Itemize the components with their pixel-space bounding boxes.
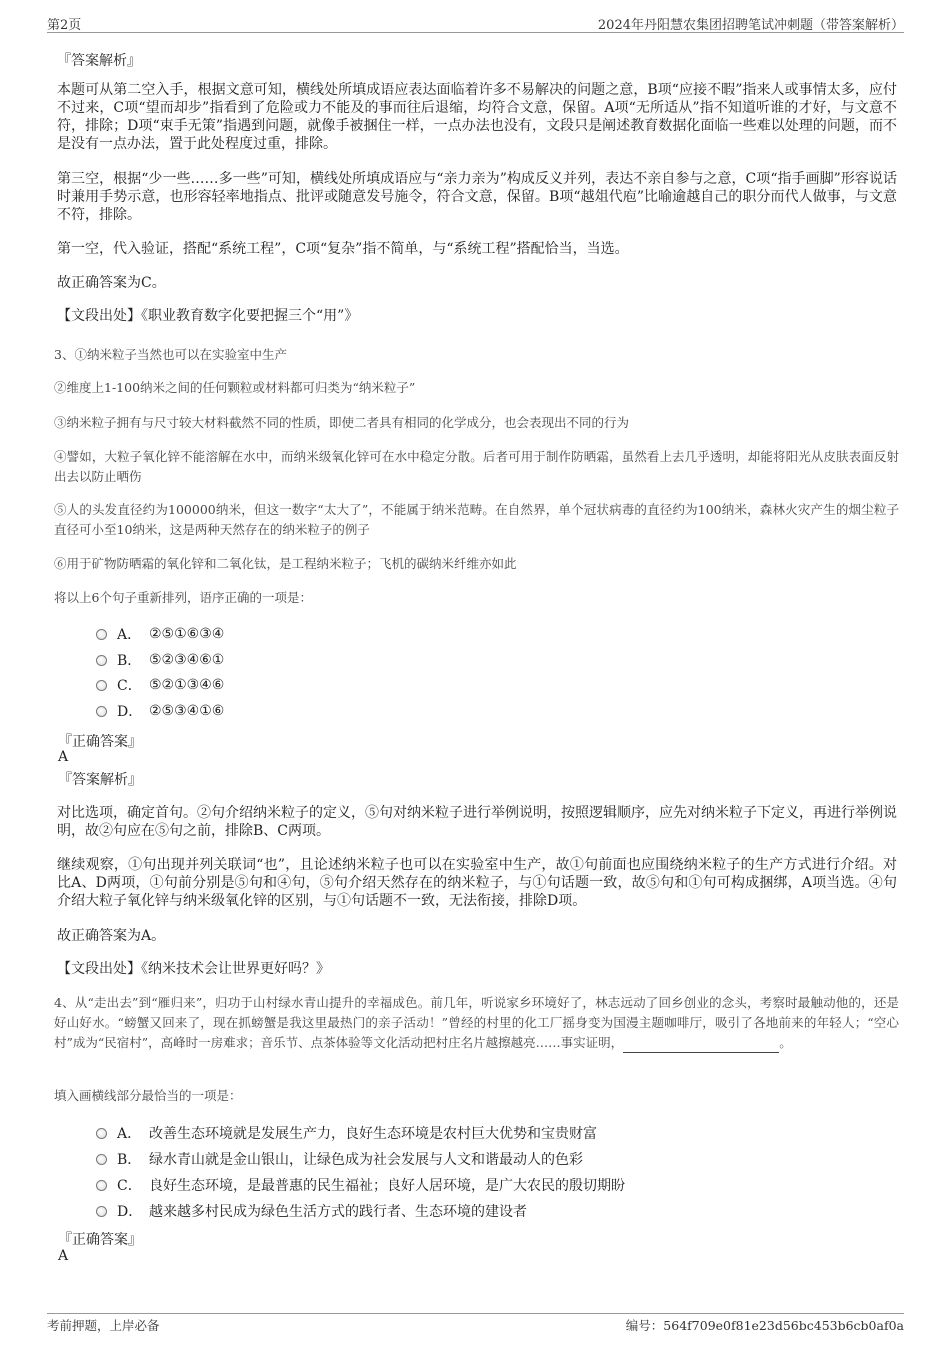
question-sentence: ②维度上1-100纳米之间的任何颗粒或材料都可归类为“纳米粒子” bbox=[54, 380, 416, 395]
analysis-paragraph: 第三空，根据“少一些……多一些”可知，横线处所填成语应与“亲力亲为”构成反义并列，表达不亲自参与之意，C项“指手画脚”形容说话时兼用手势示意，也形容轻率地指点、批评或随意发号施令，符合文意，保留。B项“越俎代庖”比喻逾越自己的职分而代人做事，与文意不符，排除。 bbox=[57, 171, 897, 223]
question-prompt: 将以上6个句子重新排列，语序正确的一项是： bbox=[54, 590, 312, 605]
analysis-paragraph: 继续观察，①句出现并列关联词“也”，且论述纳米粒子也可以在实验室中生产，故①句前面也应围绕纳米粒子的生产方式进行介绍。对比A、D两项，①句前分别是⑤句和④句，⑤句介绍天然存在的纳米粒子，与①句话题一致，故⑤句和①句可构成捆绑，A项当选。④句介绍大粒子氧化锌与纳米级氧化锌的区别，与①句话题不一致，无法衔接，排除D项。 bbox=[57, 857, 897, 909]
page-header bbox=[47, 12, 904, 33]
answer-tag: 『正确答案』 bbox=[58, 734, 142, 750]
footer-slogan: 考前押题，上岸必备 bbox=[47, 1318, 160, 1333]
radio-icon[interactable] bbox=[96, 1180, 107, 1191]
source-line: 【文段出处】《纳米技术会让世界更好吗？》 bbox=[57, 961, 330, 977]
question-sentence: ⑤人的头发直径约为100000纳米，但这一数字“太大了”，不能属于纳米范畴。在自然界，单个冠状病毒的直径约为100纳米，森林火灾产生的烟尘粒子直径可小至10纳米，这是两种天然存在的纳米粒子的例子 bbox=[54, 502, 900, 537]
option-b[interactable]: B． ⑤②③④⑥① bbox=[96, 650, 224, 670]
answer-value: A bbox=[58, 1248, 69, 1264]
radio-icon[interactable] bbox=[96, 655, 107, 666]
radio-icon[interactable] bbox=[96, 1128, 107, 1139]
analysis-paragraph: 对比选项，确定首句。②句介绍纳米粒子的定义，⑤句对纳米粒子进行举例说明，按照逻辑顺序，应先对纳米粒子下定义，再进行举例说明，故②句应在⑤句之前，排除B、C两项。 bbox=[57, 805, 897, 839]
conclusion: 故正确答案为A。 bbox=[57, 928, 166, 944]
document-code: 编号：564f709e0f81e23d56bc453b6cb0af0a bbox=[625, 1318, 904, 1333]
page-footer bbox=[47, 1313, 904, 1334]
radio-icon[interactable] bbox=[96, 706, 107, 717]
option-d[interactable]: D． 越来越多村民成为绿色生活方式的践行者、生态环境的建设者 bbox=[96, 1201, 527, 1221]
conclusion: 故正确答案为C。 bbox=[57, 275, 166, 291]
option-a[interactable]: A． ②⑤①⑥③④ bbox=[96, 624, 224, 644]
document-title: 2024年丹阳慧农集团招聘笔试冲刺题（带答案解析） bbox=[597, 18, 904, 33]
question-prompt: 填入画横线部分最恰当的一项是： bbox=[54, 1088, 242, 1103]
answer-value: A bbox=[58, 749, 69, 765]
source-line: 【文段出处】《职业教育数字化要把握三个“用”》 bbox=[57, 308, 359, 324]
answer-blank bbox=[623, 1038, 779, 1053]
question-sentence: ⑥用于矿物防晒霜的氧化锌和二氧化钛，是工程纳米粒子；飞机的碳纳米纤维亦如此 bbox=[54, 556, 517, 571]
option-b[interactable]: B． 绿水青山就是金山银山，让绿色成为社会发展与人文和谐最动人的色彩 bbox=[96, 1149, 583, 1169]
radio-icon[interactable] bbox=[96, 1154, 107, 1165]
radio-icon[interactable] bbox=[96, 680, 107, 691]
analysis-tag: 『答案解析』 bbox=[58, 772, 142, 788]
analysis-paragraph: 本题可从第二空入手，根据文意可知，横线处所填成语应表达面临着许多不易解决的问题之意，B项“应接不暇”指来人或事情太多，应付不过来，C项“望而却步”指看到了危险或力不能及的事而往后退缩，均符合文意，保留。A项“无所适从”指不知道听谁的才好，与文意不符，排除；D项“束手无策”指遇到问题，就像手被捆住一样，一点办法也没有，文段只是阐述教育数据化面临一些难以处理的问题，而不是没有一点办法，置于此处程度过重，排除。 bbox=[57, 82, 897, 152]
question-sentence: ④譬如，大粒子氧化锌不能溶解在水中，而纳米级氧化锌可在水中稳定分散。后者可用于制作防晒霜，虽然看上去几乎透明，却能将阳光从皮肤表面反射出去以防止晒伤 bbox=[54, 449, 899, 484]
question-sentence: ③纳米粒子拥有与尺寸较大材料截然不同的性质，即使二者具有相同的化学成分，也会表现出不同的行为 bbox=[54, 415, 630, 430]
question-stem: 4、从“走出去”到“雁归来”，归功于山村绿水青山提升的幸福成色。前几年，听说家乡环境好了，林志远动了回乡创业的念头，考察时最触动他的，还是好山好水。“螃蟹又回来了，现在抓螃蟹是我这里最热门的亲子活动！”曾经的村里的化工厂摇身变为国漫主题咖啡厅，吸引了各地前来的年轻人；“空心村”成为“民宿村”，高峰时一房难求；音乐节、点茶体验等文化活动把村庄名片越擦越亮……事实证明， 。 bbox=[54, 993, 899, 1053]
question-sentence: 3、①纳米粒子当然也可以在实验室中生产 bbox=[54, 347, 287, 362]
answer-tag: 『正确答案』 bbox=[58, 1232, 142, 1248]
option-c[interactable]: C． ⑤②①③④⑥ bbox=[96, 675, 224, 695]
page-number: 第2页 bbox=[47, 18, 82, 33]
option-d[interactable]: D． ②⑤③④①⑥ bbox=[96, 701, 224, 721]
analysis-tag: 『答案解析』 bbox=[57, 53, 141, 69]
option-c[interactable]: C． 良好生态环境，是最普惠的民生福祉；良好人居环境，是广大农民的殷切期盼 bbox=[96, 1175, 625, 1195]
radio-icon[interactable] bbox=[96, 629, 107, 640]
radio-icon[interactable] bbox=[96, 1206, 107, 1217]
analysis-paragraph: 第一空，代入验证，搭配“系统工程”，C项“复杂”指不简单，与“系统工程”搭配恰当，当选。 bbox=[57, 241, 629, 257]
option-a[interactable]: A． 改善生态环境就是发展生产力，良好生态环境是农村巨大优势和宝贵财富 bbox=[96, 1123, 597, 1143]
